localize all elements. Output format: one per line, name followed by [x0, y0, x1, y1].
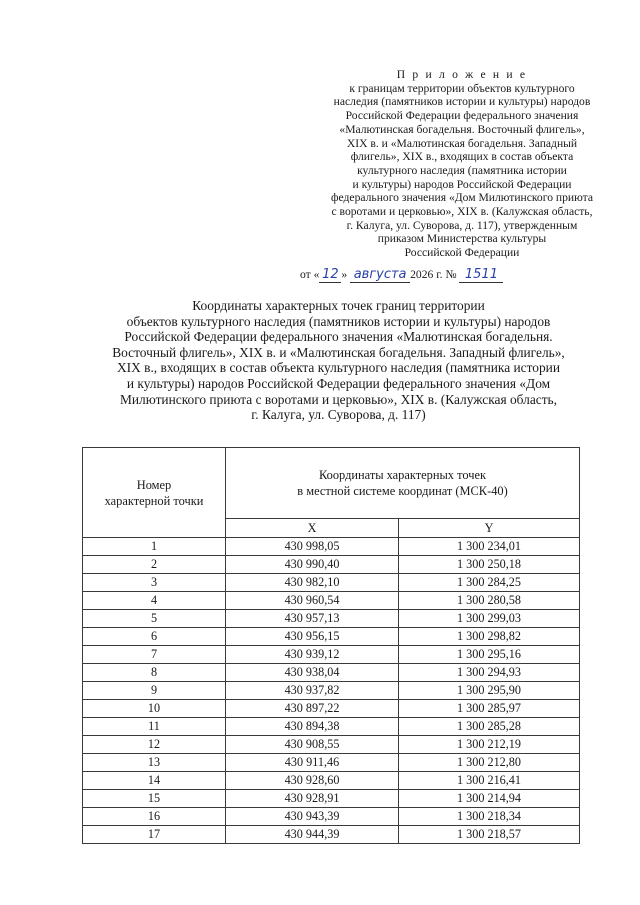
point-number-cell: 16 — [83, 808, 226, 826]
point-number-cell: 6 — [83, 628, 226, 646]
appendix-title: П р и л о ж е н и е — [396, 68, 528, 81]
point-number-cell: 9 — [83, 682, 226, 700]
x-coordinate-cell: 430 939,12 — [226, 646, 399, 664]
order-year: 2026 г. № — [410, 268, 457, 281]
point-number-cell: 2 — [83, 556, 226, 574]
point-number-cell: 17 — [83, 826, 226, 844]
x-coordinate-cell: 430 911,46 — [226, 754, 399, 772]
x-coordinate-cell: 430 957,13 — [226, 610, 399, 628]
point-number-cell: 10 — [83, 700, 226, 718]
y-coordinate-cell: 1 300 280,58 — [399, 592, 580, 610]
x-coordinate-cell: 430 908,55 — [226, 736, 399, 754]
table-row — [83, 592, 580, 610]
table-row — [83, 736, 580, 754]
y-coordinate-cell: 1 300 250,18 — [399, 556, 580, 574]
appendix-line: «Малютинская богадельня. Восточный флигель», — [339, 122, 585, 136]
table-row — [83, 538, 580, 556]
title-line: объектов культурного наследия (памятников истории и культуры) народов — [126, 313, 551, 329]
point-number-cell: 13 — [83, 754, 226, 772]
appendix-line: культурного наследия (памятника истории — [357, 163, 567, 177]
appendix-header — [282, 68, 640, 260]
y-coordinate-cell: 1 300 214,94 — [399, 790, 580, 808]
y-coordinate-cell: 1 300 284,25 — [399, 574, 580, 592]
x-coordinate-cell: 430 928,60 — [226, 772, 399, 790]
order-month-handwritten: августа — [350, 268, 410, 283]
x-coordinate-cell: 430 938,04 — [226, 664, 399, 682]
header-point-number — [83, 448, 226, 538]
point-number-cell: 4 — [83, 592, 226, 610]
header-coords-line: Координаты характерных точек — [319, 468, 486, 482]
appendix-line: г. Калуга, ул. Суворова, д. 117), утвержденным — [346, 218, 578, 232]
appendix-line: XIX в. и «Малютинская богадельня. Западный — [346, 136, 578, 150]
x-coordinate-cell: 430 937,82 — [226, 682, 399, 700]
point-number-cell: 11 — [83, 718, 226, 736]
x-coordinate-cell: 430 956,15 — [226, 628, 399, 646]
x-coordinate-cell: 430 897,22 — [226, 700, 399, 718]
y-coordinate-cell: 1 300 234,01 — [399, 538, 580, 556]
table-row — [83, 682, 580, 700]
point-number-cell: 12 — [83, 736, 226, 754]
title-line: г. Калуга, ул. Суворова, д. 117) — [251, 407, 426, 423]
order-separator: » — [341, 268, 348, 281]
point-number-cell: 1 — [83, 538, 226, 556]
point-number-cell: 3 — [83, 574, 226, 592]
point-number-cell: 5 — [83, 610, 226, 628]
point-number-cell: 7 — [83, 646, 226, 664]
x-coordinate-cell: 430 943,39 — [226, 808, 399, 826]
table-row — [83, 646, 580, 664]
table-row — [83, 754, 580, 772]
table-row — [83, 556, 580, 574]
y-coordinate-cell: 1 300 212,19 — [399, 736, 580, 754]
table-row — [83, 664, 580, 682]
title-line: Милютинского приюта с воротами и церковью», XIX в. (Калужская область, — [119, 391, 558, 407]
appendix-line: и культуры) народов Российской Федерации — [352, 177, 572, 191]
title-line: Координаты характерных точек границ территории — [192, 298, 485, 313]
table-row — [83, 772, 580, 790]
table-row — [83, 826, 580, 844]
table-row — [83, 628, 580, 646]
coordinates-table-body — [83, 538, 580, 844]
title-line: и культуры) народов Российской Федерации федерального значения «Дом — [126, 375, 551, 391]
y-coordinate-cell: 1 300 218,34 — [399, 808, 580, 826]
appendix-line: наследия (памятников истории и культуры) народов — [333, 95, 591, 109]
x-coordinate-cell: 430 960,54 — [226, 592, 399, 610]
table-row — [83, 718, 580, 736]
order-number-handwritten: 1511 — [459, 268, 503, 283]
y-coordinate-cell: 1 300 299,03 — [399, 610, 580, 628]
y-coordinate-cell: 1 300 295,90 — [399, 682, 580, 700]
table-row — [83, 700, 580, 718]
appendix-line: с воротами и церковью», XIX в. (Калужская область, — [331, 205, 593, 219]
table-row — [83, 808, 580, 826]
title-line: Российской Федерации федерального значения «Малютинская богадельня. — [124, 329, 553, 345]
x-coordinate-cell: 430 944,39 — [226, 826, 399, 844]
y-coordinate-cell: 1 300 295,16 — [399, 646, 580, 664]
appendix-line: флигель», XIX в., входящих в состав объекта — [350, 150, 574, 164]
y-coordinate-cell: 1 300 285,97 — [399, 700, 580, 718]
y-coordinate-cell: 1 300 216,41 — [399, 772, 580, 790]
x-coordinate-cell: 430 982,10 — [226, 574, 399, 592]
title-line: Восточный флигель», XIX в. и «Малютинская богадельня. Западный флигель», — [112, 344, 565, 360]
x-coordinate-cell: 430 990,40 — [226, 556, 399, 574]
header-number-line: характерной точки — [104, 493, 204, 508]
table-row — [83, 574, 580, 592]
header-coords-line: в местной системе координат (МСК-40) — [297, 484, 508, 498]
y-coordinate-cell: 1 300 285,28 — [399, 718, 580, 736]
header-y: Y — [399, 519, 580, 538]
appendix-line: Российской Федерации федерального значения — [345, 109, 579, 123]
appendix-line: Российской Федерации — [404, 246, 520, 260]
point-number-cell: 14 — [83, 772, 226, 790]
coordinates-table — [82, 447, 580, 844]
x-coordinate-cell: 430 894,38 — [226, 718, 399, 736]
header-coordinates — [226, 448, 580, 519]
appendix-line: федерального значения «Дом Милютинского приюта — [331, 191, 593, 205]
y-coordinate-cell: 1 300 212,80 — [399, 754, 580, 772]
order-date-line — [300, 266, 640, 284]
header-number-line: Номер — [136, 477, 172, 492]
table-row — [83, 790, 580, 808]
order-prefix: от « — [300, 268, 320, 281]
x-coordinate-cell: 430 998,05 — [226, 538, 399, 556]
x-coordinate-cell: 430 928,91 — [226, 790, 399, 808]
table-row — [83, 610, 580, 628]
point-number-cell: 8 — [83, 664, 226, 682]
y-coordinate-cell: 1 300 218,57 — [399, 826, 580, 844]
y-coordinate-cell: 1 300 298,82 — [399, 628, 580, 646]
document-title — [66, 298, 611, 423]
point-number-cell: 15 — [83, 790, 226, 808]
appendix-line: приказом Министерства культуры — [377, 232, 547, 246]
header-x: X — [226, 519, 399, 538]
y-coordinate-cell: 1 300 294,93 — [399, 664, 580, 682]
title-line: XIX в., входящих в состав объекта культурного наследия (памятника истории — [116, 360, 561, 376]
appendix-line: к границам территории объектов культурного — [349, 81, 575, 95]
order-day-handwritten: 12 — [319, 268, 341, 283]
